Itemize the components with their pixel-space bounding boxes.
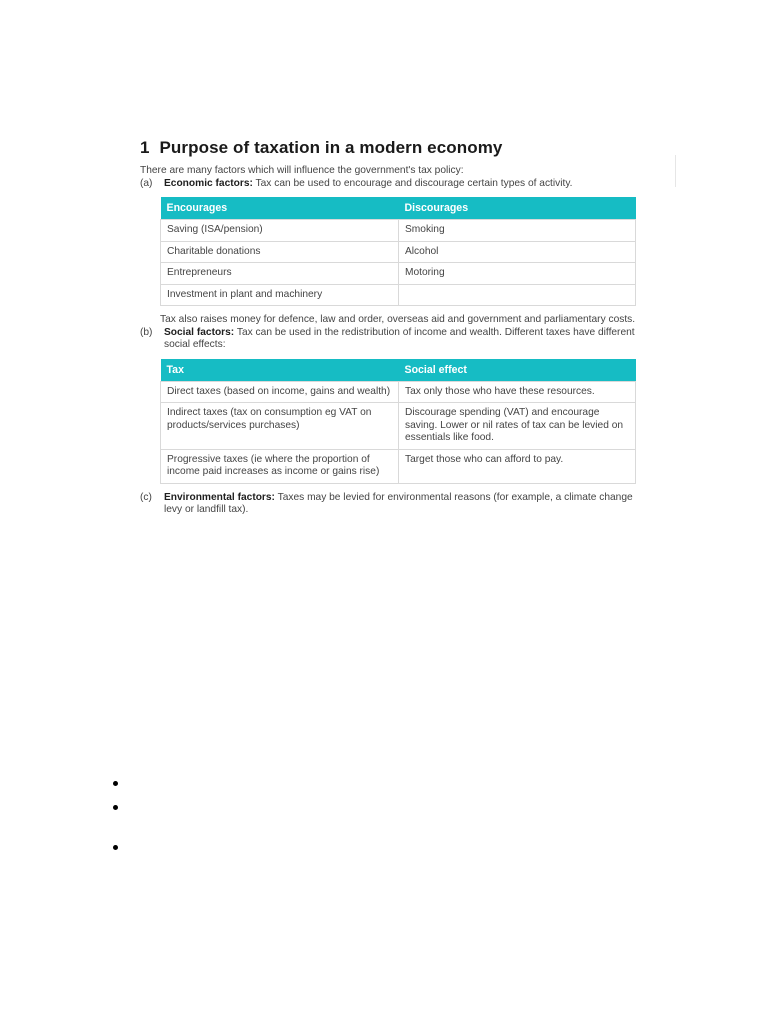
table-cell: Motoring [399, 263, 636, 285]
item-body: Tax can be used in the redistribution of income and wealth. Different taxes have different social effects: [164, 326, 635, 350]
table-cell: Entrepreneurs [161, 263, 399, 285]
table-header-row [161, 197, 636, 220]
section-number: 1 [140, 138, 150, 157]
item-heading: Economic factors: [164, 177, 253, 189]
table-cell: Direct taxes (based on income, gains and wealth) [161, 381, 399, 403]
document-page [140, 138, 636, 517]
table-cell: Saving (ISA/pension) [161, 220, 399, 242]
column-header: Social effect [399, 359, 636, 382]
table-row [161, 241, 636, 263]
table-cell: Discourage spending (VAT) and encourage saving. Lower or nil rates of tax can be levied on essentials like food. [399, 403, 636, 450]
item-text [164, 178, 636, 191]
table-row [161, 284, 636, 306]
bullet-dot [113, 781, 118, 786]
item-body: Tax can be used to encourage and discourage certain types of activity. [255, 177, 573, 189]
section-title: Purpose of taxation in a modern economy [159, 138, 503, 157]
table-cell: Target those who can afford to pay. [399, 449, 636, 483]
table-header-row [161, 359, 636, 382]
column-header: Tax [161, 359, 399, 382]
social-factors-item [140, 327, 636, 352]
item-heading: Environmental factors: [164, 491, 275, 503]
table-cell: Alcohol [399, 241, 636, 263]
environmental-factors-item [140, 492, 636, 517]
table-row [161, 263, 636, 285]
item-heading: Social factors: [164, 326, 235, 338]
table-cell: Investment in plant and machinery [161, 284, 399, 306]
table-cell [399, 284, 636, 306]
economic-factors-item [140, 178, 636, 191]
item-text [164, 492, 636, 517]
tax-social-effect-table [160, 359, 636, 484]
column-header: Discourages [399, 197, 636, 220]
item-text [164, 327, 636, 352]
funding-text: Tax also raises money for defence, law and order, overseas aid and government and parliamentary costs. [160, 314, 636, 325]
table-row [161, 449, 636, 483]
table-cell: Smoking [399, 220, 636, 242]
table-row [161, 403, 636, 450]
bullet-dot [113, 805, 118, 810]
item-label: (b) [140, 326, 153, 338]
bullet-dot [113, 845, 118, 850]
item-label: (a) [140, 177, 153, 189]
section-heading [140, 138, 636, 158]
table-cell: Indirect taxes (tax on consumption eg VAT on products/services purchases) [161, 403, 399, 450]
column-header: Encourages [161, 197, 399, 220]
table-cell: Tax only those who have these resources. [399, 381, 636, 403]
page-divider [675, 155, 676, 187]
table-cell: Charitable donations [161, 241, 399, 263]
encourages-discourages-table [160, 197, 636, 306]
item-body: Taxes may be levied for environmental reasons (for example, a climate change levy or landfill tax). [164, 491, 633, 515]
table-row [161, 220, 636, 242]
intro-text: There are many factors which will influence the government's tax policy: [140, 165, 464, 176]
table-row [161, 381, 636, 403]
table-cell: Progressive taxes (ie where the proportion of income paid increases as income or gains rise) [161, 449, 399, 483]
item-label: (c) [140, 491, 152, 503]
